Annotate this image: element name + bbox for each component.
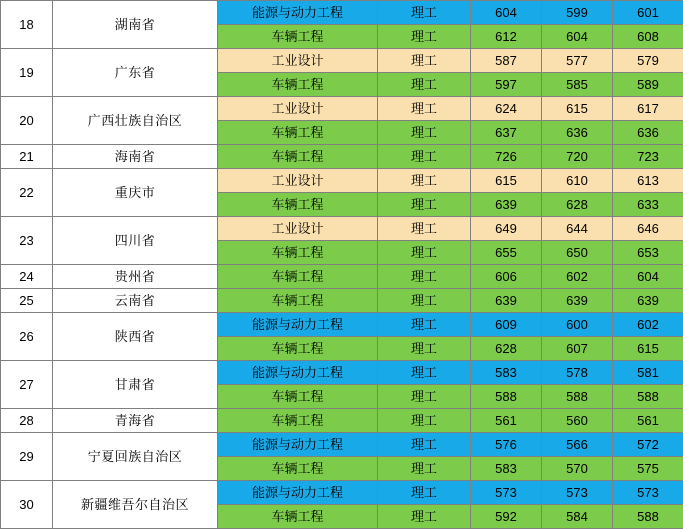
category-cell: 理工	[378, 337, 471, 361]
max-score-cell: 573	[471, 481, 542, 505]
avg-score-cell: 639	[613, 289, 683, 313]
max-score-cell: 726	[471, 145, 542, 169]
category-cell: 理工	[378, 361, 471, 385]
category-cell: 理工	[378, 217, 471, 241]
avg-score-cell: 636	[613, 121, 683, 145]
min-score-cell: 644	[542, 217, 613, 241]
major-cell: 车辆工程	[218, 121, 378, 145]
major-cell: 车辆工程	[218, 241, 378, 265]
category-cell: 理工	[378, 121, 471, 145]
table-row	[1, 145, 683, 169]
major-cell: 能源与动力工程	[218, 433, 378, 457]
province-cell: 宁夏回族自治区	[53, 433, 218, 481]
min-score-cell: 570	[542, 457, 613, 481]
major-cell: 车辆工程	[218, 193, 378, 217]
table-row	[1, 169, 683, 193]
row-index-cell: 23	[1, 217, 53, 265]
max-score-cell: 604	[471, 1, 542, 25]
min-score-cell: 600	[542, 313, 613, 337]
min-score-cell: 566	[542, 433, 613, 457]
row-index-cell: 20	[1, 97, 53, 145]
table-row	[1, 265, 683, 289]
max-score-cell: 583	[471, 361, 542, 385]
major-cell: 能源与动力工程	[218, 361, 378, 385]
avg-score-cell: 575	[613, 457, 683, 481]
category-cell: 理工	[378, 409, 471, 433]
category-cell: 理工	[378, 73, 471, 97]
max-score-cell: 606	[471, 265, 542, 289]
max-score-cell: 639	[471, 193, 542, 217]
category-cell: 理工	[378, 481, 471, 505]
major-cell: 工业设计	[218, 169, 378, 193]
min-score-cell: 615	[542, 97, 613, 121]
max-score-cell: 583	[471, 457, 542, 481]
province-cell: 广东省	[53, 49, 218, 97]
major-cell: 车辆工程	[218, 265, 378, 289]
max-score-cell: 597	[471, 73, 542, 97]
row-index-cell: 25	[1, 289, 53, 313]
avg-score-cell: 604	[613, 265, 683, 289]
category-cell: 理工	[378, 385, 471, 409]
table-row	[1, 289, 683, 313]
avg-score-cell: 723	[613, 145, 683, 169]
table-row	[1, 97, 683, 121]
min-score-cell: 607	[542, 337, 613, 361]
min-score-cell: 599	[542, 1, 613, 25]
major-cell: 车辆工程	[218, 145, 378, 169]
major-cell: 车辆工程	[218, 505, 378, 529]
min-score-cell: 577	[542, 49, 613, 73]
row-index-cell: 18	[1, 1, 53, 49]
table-row	[1, 409, 683, 433]
category-cell: 理工	[378, 169, 471, 193]
avg-score-cell: 602	[613, 313, 683, 337]
major-cell: 车辆工程	[218, 409, 378, 433]
province-cell: 海南省	[53, 145, 218, 169]
max-score-cell: 587	[471, 49, 542, 73]
min-score-cell: 610	[542, 169, 613, 193]
min-score-cell: 639	[542, 289, 613, 313]
category-cell: 理工	[378, 145, 471, 169]
avg-score-cell: 646	[613, 217, 683, 241]
province-cell: 云南省	[53, 289, 218, 313]
province-cell: 陕西省	[53, 313, 218, 361]
avg-score-cell: 589	[613, 73, 683, 97]
min-score-cell: 560	[542, 409, 613, 433]
avg-score-cell: 601	[613, 1, 683, 25]
table-row	[1, 433, 683, 457]
province-cell: 贵州省	[53, 265, 218, 289]
row-index-cell: 27	[1, 361, 53, 409]
row-index-cell: 26	[1, 313, 53, 361]
major-cell: 工业设计	[218, 217, 378, 241]
min-score-cell: 636	[542, 121, 613, 145]
max-score-cell: 592	[471, 505, 542, 529]
category-cell: 理工	[378, 49, 471, 73]
avg-score-cell: 615	[613, 337, 683, 361]
major-cell: 车辆工程	[218, 457, 378, 481]
province-cell: 甘肃省	[53, 361, 218, 409]
category-cell: 理工	[378, 433, 471, 457]
avg-score-cell: 572	[613, 433, 683, 457]
max-score-cell: 588	[471, 385, 542, 409]
row-index-cell: 29	[1, 433, 53, 481]
min-score-cell: 602	[542, 265, 613, 289]
max-score-cell: 655	[471, 241, 542, 265]
avg-score-cell: 588	[613, 385, 683, 409]
major-cell: 车辆工程	[218, 73, 378, 97]
avg-score-cell: 588	[613, 505, 683, 529]
table-row	[1, 217, 683, 241]
min-score-cell: 628	[542, 193, 613, 217]
avg-score-cell: 617	[613, 97, 683, 121]
category-cell: 理工	[378, 241, 471, 265]
avg-score-cell: 581	[613, 361, 683, 385]
table-row	[1, 361, 683, 385]
major-cell: 工业设计	[218, 49, 378, 73]
row-index-cell: 21	[1, 145, 53, 169]
min-score-cell: 588	[542, 385, 613, 409]
major-cell: 能源与动力工程	[218, 313, 378, 337]
category-cell: 理工	[378, 193, 471, 217]
major-cell: 车辆工程	[218, 289, 378, 313]
category-cell: 理工	[378, 313, 471, 337]
min-score-cell: 573	[542, 481, 613, 505]
row-index-cell: 22	[1, 169, 53, 217]
max-score-cell: 639	[471, 289, 542, 313]
avg-score-cell: 633	[613, 193, 683, 217]
table-row	[1, 49, 683, 73]
min-score-cell: 584	[542, 505, 613, 529]
max-score-cell: 649	[471, 217, 542, 241]
row-index-cell: 19	[1, 49, 53, 97]
category-cell: 理工	[378, 457, 471, 481]
avg-score-cell: 579	[613, 49, 683, 73]
province-cell: 重庆市	[53, 169, 218, 217]
province-cell: 四川省	[53, 217, 218, 265]
major-cell: 工业设计	[218, 97, 378, 121]
max-score-cell: 576	[471, 433, 542, 457]
max-score-cell: 624	[471, 97, 542, 121]
category-cell: 理工	[378, 97, 471, 121]
province-cell: 青海省	[53, 409, 218, 433]
province-cell: 新疆维吾尔自治区	[53, 481, 218, 529]
province-cell: 广西壮族自治区	[53, 97, 218, 145]
max-score-cell: 637	[471, 121, 542, 145]
avg-score-cell: 613	[613, 169, 683, 193]
max-score-cell: 615	[471, 169, 542, 193]
major-cell: 能源与动力工程	[218, 1, 378, 25]
major-cell: 车辆工程	[218, 385, 378, 409]
category-cell: 理工	[378, 1, 471, 25]
major-cell: 车辆工程	[218, 337, 378, 361]
min-score-cell: 578	[542, 361, 613, 385]
table-row	[1, 481, 683, 505]
min-score-cell: 604	[542, 25, 613, 49]
avg-score-cell: 561	[613, 409, 683, 433]
province-cell: 湖南省	[53, 1, 218, 49]
category-cell: 理工	[378, 289, 471, 313]
major-cell: 车辆工程	[218, 25, 378, 49]
min-score-cell: 720	[542, 145, 613, 169]
avg-score-cell: 608	[613, 25, 683, 49]
major-cell: 能源与动力工程	[218, 481, 378, 505]
min-score-cell: 585	[542, 73, 613, 97]
category-cell: 理工	[378, 505, 471, 529]
max-score-cell: 612	[471, 25, 542, 49]
row-index-cell: 28	[1, 409, 53, 433]
max-score-cell: 561	[471, 409, 542, 433]
avg-score-cell: 573	[613, 481, 683, 505]
category-cell: 理工	[378, 265, 471, 289]
max-score-cell: 628	[471, 337, 542, 361]
max-score-cell: 609	[471, 313, 542, 337]
min-score-cell: 650	[542, 241, 613, 265]
table-row	[1, 1, 683, 25]
avg-score-cell: 653	[613, 241, 683, 265]
row-index-cell: 24	[1, 265, 53, 289]
category-cell: 理工	[378, 25, 471, 49]
table-row	[1, 313, 683, 337]
row-index-cell: 30	[1, 481, 53, 529]
